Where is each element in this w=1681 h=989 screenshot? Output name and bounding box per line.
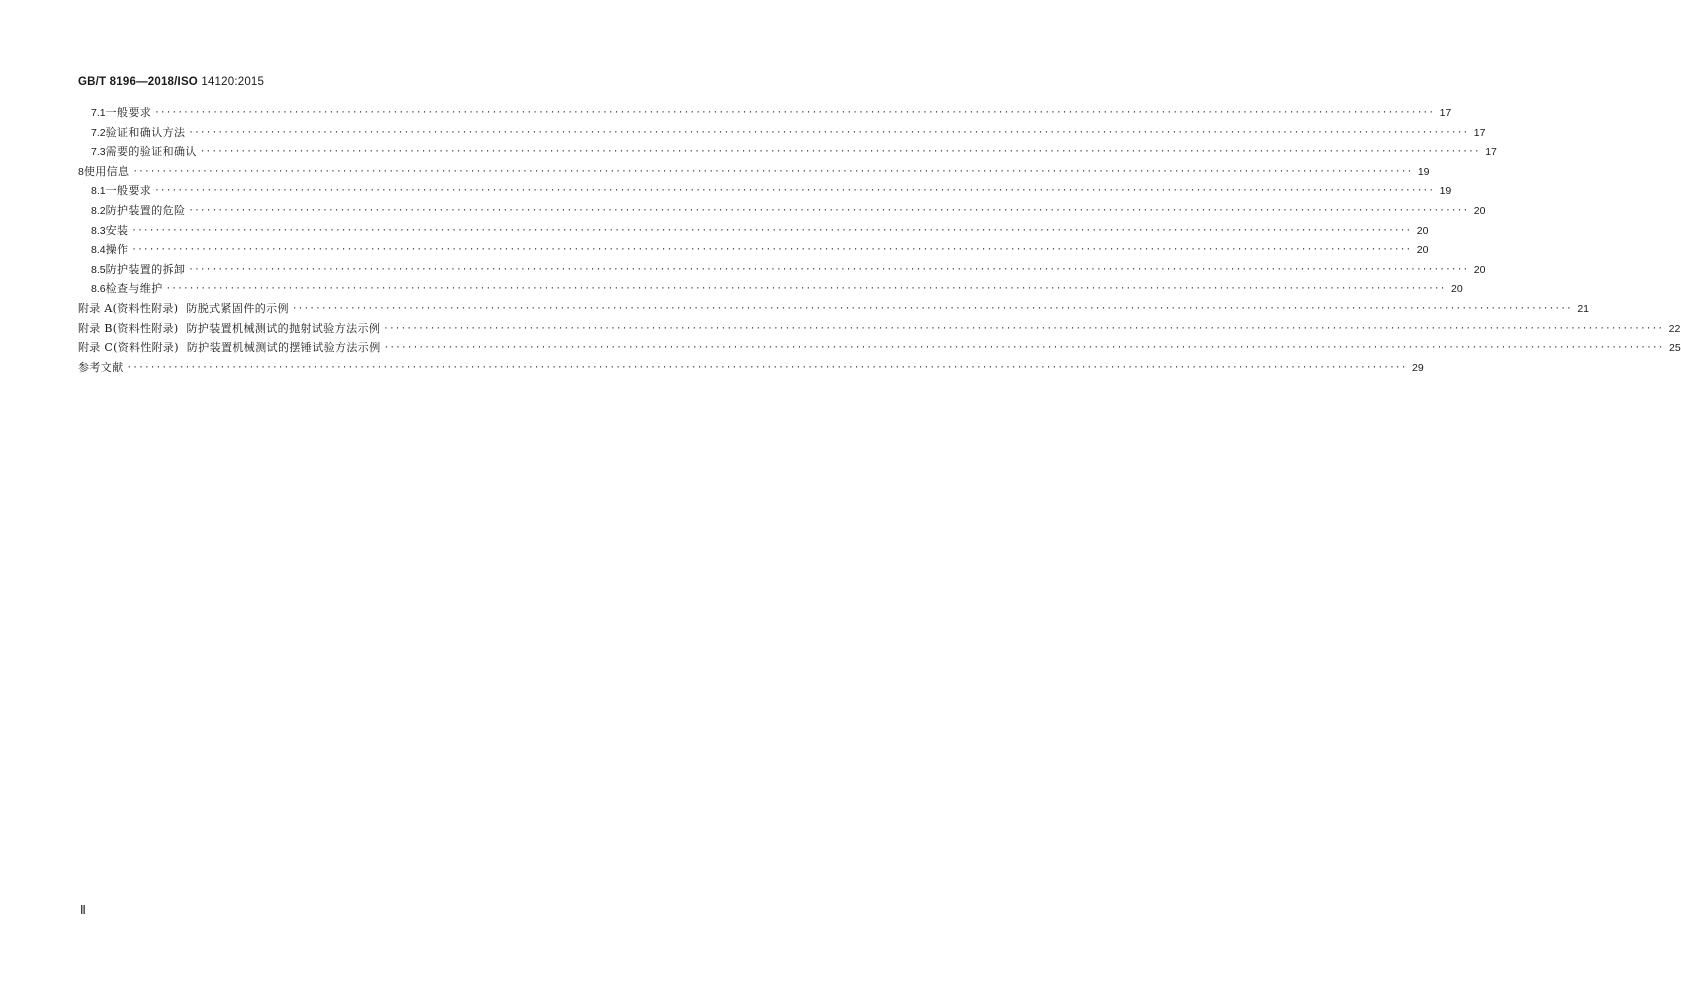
dot-leader: ···························································································································································································································· xyxy=(188,127,1469,138)
toc-entry-page: 20 xyxy=(1416,224,1429,237)
toc-entry-page: 17 xyxy=(1473,126,1486,139)
dot-leader: ···························································································································································································································· xyxy=(188,205,1469,216)
dot-leader: ···························································································································································································································· xyxy=(383,343,1664,354)
toc-entry[interactable] xyxy=(78,181,1452,201)
toc-entry-page: 21 xyxy=(1577,302,1589,315)
toc-entry[interactable] xyxy=(78,123,1486,143)
toc-entry-title: 需要的验证和确认 xyxy=(105,145,197,159)
toc-entry[interactable] xyxy=(78,240,1429,260)
toc-entry[interactable] xyxy=(78,260,1486,280)
table-of-contents xyxy=(78,103,1681,377)
dot-leader: ···························································································································································································································· xyxy=(199,147,1480,158)
dot-leader: ···························································································································································································································· xyxy=(188,264,1469,275)
toc-entry[interactable] xyxy=(78,142,1497,162)
toc-entry-page: 20 xyxy=(1473,204,1486,217)
toc-entry-page: 17 xyxy=(1485,146,1497,159)
dot-leader: ···························································································································································································································· xyxy=(165,284,1446,295)
standard-year: 2018/ xyxy=(147,76,178,88)
standard-code: GB/T 8196 xyxy=(78,76,137,88)
header-dash: — xyxy=(136,76,148,88)
toc-entry-number: 8.5 xyxy=(91,263,106,276)
toc-entry[interactable] xyxy=(78,299,1589,319)
toc-entry-number: 7.1 xyxy=(91,107,106,119)
toc-entry-title: 检查与维护 xyxy=(105,282,163,296)
toc-entry-title: 验证和确认方法 xyxy=(105,125,186,139)
toc-entry[interactable] xyxy=(78,221,1429,241)
iso-code: ISO xyxy=(177,76,198,88)
toc-entry[interactable] xyxy=(78,319,1681,339)
document-header xyxy=(78,74,264,88)
toc-entry-page: 19 xyxy=(1439,185,1452,198)
toc-entry-page: 20 xyxy=(1450,283,1463,296)
toc-entry[interactable] xyxy=(78,103,1452,123)
toc-entry-page: 22 xyxy=(1668,322,1681,335)
toc-entry-title: 一般要求 xyxy=(105,106,152,119)
dot-leader: ···························································································································································································································· xyxy=(154,108,1435,118)
toc-entry-number: 8.6 xyxy=(91,283,106,296)
dot-leader: ···························································································································································································································· xyxy=(131,225,1412,236)
dot-leader: ···························································································································································································································· xyxy=(132,166,1413,177)
toc-entry-page: 19 xyxy=(1417,165,1430,178)
toc-entry[interactable] xyxy=(78,338,1681,358)
toc-entry-page: 20 xyxy=(1416,244,1429,257)
toc-entry[interactable] xyxy=(78,279,1463,299)
dot-leader: ···························································································································································································································· xyxy=(291,303,1572,314)
dot-leader: ···························································································································································································································· xyxy=(126,362,1407,373)
toc-entry[interactable] xyxy=(78,358,1424,378)
toc-entry-title: 防护装置的拆卸 xyxy=(105,262,186,276)
dot-leader: ···························································································································································································································· xyxy=(154,186,1435,197)
toc-entry-page: 20 xyxy=(1473,263,1486,276)
appendix-type: (资料性附录) xyxy=(112,301,179,315)
toc-entry-title: 操作 xyxy=(105,243,129,257)
dot-leader: ···························································································································································································································· xyxy=(383,323,1664,334)
toc-entry-title: 防脱式紧固件的示例 xyxy=(186,301,289,315)
toc-entry-number: 8.2 xyxy=(91,204,106,217)
dot-leader: ···························································································································································································································· xyxy=(131,245,1412,256)
appendix-label: 附录 C xyxy=(78,341,114,355)
toc-entry-title: 防护装置的危险 xyxy=(105,203,186,217)
appendix-type: (资料性附录) xyxy=(113,341,179,355)
toc-entry-title: 一般要求 xyxy=(105,184,152,198)
toc-entry-title: 使用信息 xyxy=(83,164,130,178)
toc-entry-number: 8.3 xyxy=(91,224,106,237)
toc-entry-page: 17 xyxy=(1439,107,1452,119)
toc-entry-number: 8.4 xyxy=(91,244,106,257)
appendix-type: (资料性附录) xyxy=(112,321,179,335)
toc-entry-title: 安装 xyxy=(105,223,129,237)
toc-entry-page: 29 xyxy=(1411,361,1424,374)
toc-entry-title: 防护装置机械测试的摆锤试验方法示例 xyxy=(186,341,381,355)
toc-entry-number: 7.2 xyxy=(91,126,106,139)
toc-entry-number: 8.1 xyxy=(91,185,106,198)
appendix-label: 附录 A xyxy=(78,301,113,315)
toc-entry-number: 7.3 xyxy=(91,146,106,159)
toc-entry-page: 25 xyxy=(1669,342,1681,355)
toc-entry-title: 防护装置机械测试的抛射试验方法示例 xyxy=(186,321,381,335)
toc-entry[interactable] xyxy=(78,201,1486,221)
toc-entry-title: 参考文献 xyxy=(78,360,124,374)
toc-entry[interactable] xyxy=(78,162,1430,182)
page-number: Ⅱ xyxy=(80,903,86,917)
toc-entry-number: 8 xyxy=(78,165,84,178)
appendix-label: 附录 B xyxy=(78,321,113,335)
iso-number: 14120:2015 xyxy=(197,76,265,88)
